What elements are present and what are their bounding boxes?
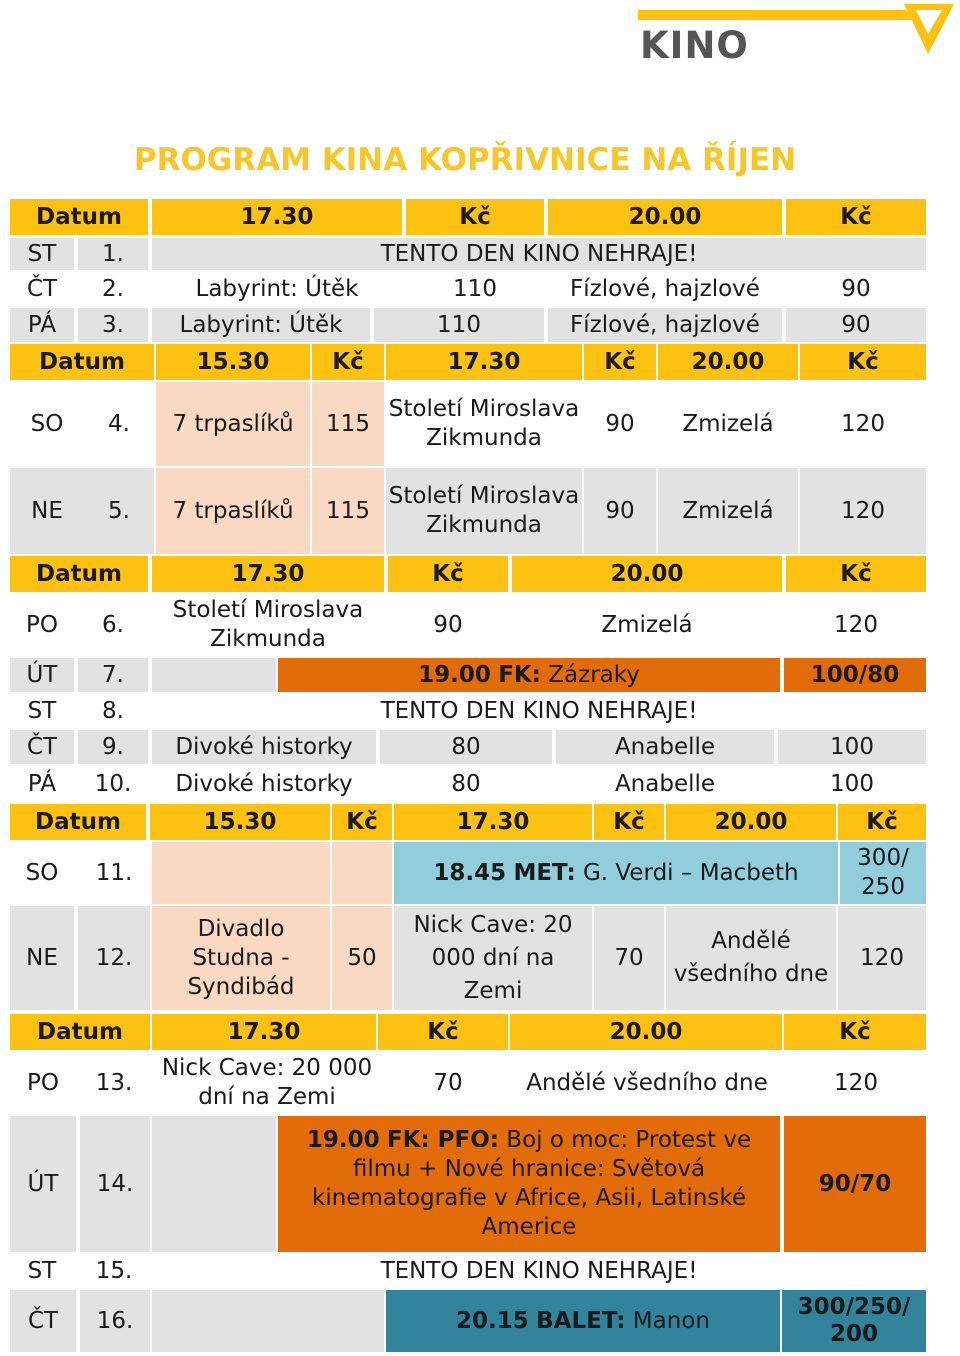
- event-title: Zázraky: [548, 661, 640, 688]
- date-cell: 7.: [78, 658, 148, 692]
- price-cell: 110: [374, 308, 544, 342]
- date-cell: 15.: [95, 1257, 133, 1284]
- film-title: 7 trpaslíků: [156, 382, 310, 466]
- price-cell: 90/70: [784, 1116, 926, 1252]
- kids-price-cell: [332, 842, 392, 904]
- film-title: Labyrint: Útěk: [195, 275, 359, 302]
- header-time: 20.00: [510, 1014, 782, 1050]
- empty-cell: [152, 1290, 384, 1352]
- film-title: Nick Cave: 20 000 dní na Zemi: [161, 1055, 373, 1110]
- page-title: PROGRAM KINA KOPŘIVNICE NA ŘÍJEN: [133, 142, 797, 178]
- ballet-event: [386, 1290, 780, 1352]
- film-title: Labyrint: Útěk: [152, 308, 370, 342]
- header-datum: Datum: [10, 199, 148, 235]
- event-title: G. Verdi – Macbeth: [582, 859, 799, 886]
- date-cell: 14.: [80, 1116, 150, 1252]
- date-cell: 16.: [80, 1290, 150, 1352]
- header-price: Kč: [594, 804, 664, 840]
- price-cell: 300/ 250: [840, 842, 926, 904]
- day-cell: PO: [27, 1069, 59, 1096]
- film-title: Divoké historky: [152, 730, 376, 764]
- film-title: 7 trpaslíků: [156, 468, 310, 554]
- header-time: 17.30: [152, 199, 402, 235]
- price-cell: 300/250/ 200: [782, 1290, 926, 1352]
- event-time: 20.15: [456, 1307, 529, 1334]
- price-cell: 70: [433, 1069, 463, 1096]
- event-title: Manon: [632, 1307, 710, 1334]
- header-price: Kč: [312, 344, 384, 380]
- kids-cell: [152, 842, 330, 904]
- film-title: Divadlo Studna - Syndibád: [152, 906, 330, 1010]
- header-price: Kč: [388, 556, 508, 592]
- day-cell: PO: [26, 611, 58, 638]
- date-cell: 1.: [78, 238, 148, 270]
- film-club-event: [278, 1116, 780, 1252]
- film-title: Zmizelá: [658, 468, 798, 554]
- event-label: BALET:: [536, 1307, 626, 1334]
- header-time: 20.00: [512, 556, 782, 592]
- film-title: Anabelle: [556, 730, 774, 764]
- film-title: Fízlové, hajzlové: [570, 275, 760, 302]
- price-cell: 50: [332, 906, 392, 1010]
- price-cell: 100: [778, 730, 926, 764]
- date-cell: 8.: [102, 697, 124, 724]
- date-cell: 9.: [78, 730, 148, 764]
- event-label: MET:: [513, 859, 576, 886]
- day-cell: ČT: [10, 1290, 76, 1352]
- film-title: Andělé všedního dne: [526, 1069, 768, 1096]
- header-datum: Datum: [10, 556, 148, 592]
- empty-cell: [152, 1116, 276, 1252]
- kino-logo: [636, 0, 954, 80]
- price-cell: 115: [312, 468, 384, 554]
- header-time: 17.30: [152, 556, 384, 592]
- price-cell: 120: [834, 1069, 878, 1096]
- header-datum: Datum: [10, 804, 146, 840]
- header-datum: Datum: [10, 1014, 150, 1050]
- price-cell: 100: [830, 770, 874, 797]
- price-cell: 90: [841, 275, 871, 302]
- header-time: 20.00: [548, 199, 782, 235]
- no-screening-note: TENTO DEN KINO NEHRAJE!: [380, 697, 698, 724]
- price-cell: 90: [433, 611, 463, 638]
- day-cell: ST: [27, 1257, 57, 1284]
- event-label: FK:: [498, 661, 541, 688]
- price-cell: 120: [841, 410, 885, 437]
- event-time: 19.00: [306, 1127, 380, 1153]
- price-cell: 90: [786, 308, 926, 342]
- event-label: FK: PFO:: [386, 1127, 499, 1153]
- day-cell: SO: [25, 859, 59, 886]
- day-cell: ST: [10, 238, 74, 270]
- day-cell: ST: [27, 697, 57, 724]
- film-title: Divoké historky: [175, 770, 353, 797]
- film-title: Století Miroslava Zikmunda: [386, 468, 582, 554]
- header-time: 17.30: [152, 1014, 376, 1050]
- day-cell: PÁ: [10, 308, 74, 342]
- day-cell: ÚT: [10, 658, 74, 692]
- header-time: 15.30: [156, 344, 310, 380]
- film-title: Století Miroslava Zikmunda: [388, 396, 580, 451]
- met-event: [394, 842, 838, 904]
- header-time: 20.00: [666, 804, 836, 840]
- day-cell: ČT: [10, 730, 74, 764]
- header-price: Kč: [838, 804, 926, 840]
- header-time: 20.00: [658, 344, 798, 380]
- film-title: Zmizelá: [682, 410, 774, 437]
- no-screening-note: TENTO DEN KINO NEHRAJE!: [152, 238, 926, 270]
- day-cell: SO: [30, 410, 64, 437]
- date-cell: 11.: [95, 859, 133, 886]
- film-title: Nick Cave: 20 000 dní na Zemi: [394, 906, 592, 1010]
- day-cell: NE: [10, 906, 74, 1010]
- event-time: 18.45: [433, 859, 507, 886]
- film-title: Století Miroslava Zikmunda: [172, 597, 364, 652]
- price-cell: 80: [451, 770, 481, 797]
- empty-cell: [152, 658, 276, 692]
- price-cell: 90: [584, 468, 656, 554]
- film-title: Andělé všedního dne: [666, 906, 836, 1010]
- date-cell: 5.: [84, 468, 154, 554]
- event-title: Boj o moc: Protest ve filmu + Nové hranice: Světová kinematografie v Africe, Asii, Latinské Americe: [312, 1127, 752, 1240]
- day-cell: ČT: [26, 275, 58, 302]
- price-cell: 70: [594, 906, 664, 1010]
- header-price: Kč: [406, 199, 544, 235]
- date-cell: 6.: [102, 611, 124, 638]
- price-cell: 115: [312, 382, 384, 466]
- header-price: Kč: [584, 344, 656, 380]
- event-time: 19.00: [418, 661, 491, 688]
- price-cell: 120: [800, 468, 926, 554]
- film-title: Anabelle: [614, 770, 716, 797]
- date-cell: 2.: [102, 275, 124, 302]
- price-cell: 120: [834, 611, 878, 638]
- header-price: Kč: [786, 199, 926, 235]
- date-cell: 13.: [95, 1069, 133, 1096]
- price-cell: 100/80: [784, 658, 926, 692]
- date-cell: 3.: [78, 308, 148, 342]
- film-title: Fízlové, hajzlové: [548, 308, 782, 342]
- no-screening-note: TENTO DEN KINO NEHRAJE!: [380, 1257, 698, 1284]
- date-cell: 12.: [78, 906, 150, 1010]
- film-club-event: [278, 658, 780, 692]
- header-time: 17.30: [386, 344, 582, 380]
- film-title: Zmizelá: [601, 611, 693, 638]
- date-cell: 4.: [108, 410, 130, 437]
- date-cell: 10.: [94, 770, 132, 797]
- header-price: Kč: [800, 344, 926, 380]
- header-price: Kč: [332, 804, 392, 840]
- header-price: Kč: [784, 1014, 926, 1050]
- header-price: Kč: [786, 556, 926, 592]
- header-price: Kč: [378, 1014, 508, 1050]
- price-cell: 90: [605, 410, 635, 437]
- header-datum: Datum: [10, 344, 154, 380]
- day-cell: NE: [10, 468, 84, 554]
- logo-text: KINO: [640, 24, 749, 67]
- day-cell: ÚT: [10, 1116, 76, 1252]
- price-cell: 80: [380, 730, 552, 764]
- day-cell: PÁ: [27, 770, 57, 797]
- price-cell: 110: [453, 275, 497, 302]
- header-time: 15.30: [150, 804, 330, 840]
- header-time: 17.30: [394, 804, 592, 840]
- price-cell: 120: [838, 906, 926, 1010]
